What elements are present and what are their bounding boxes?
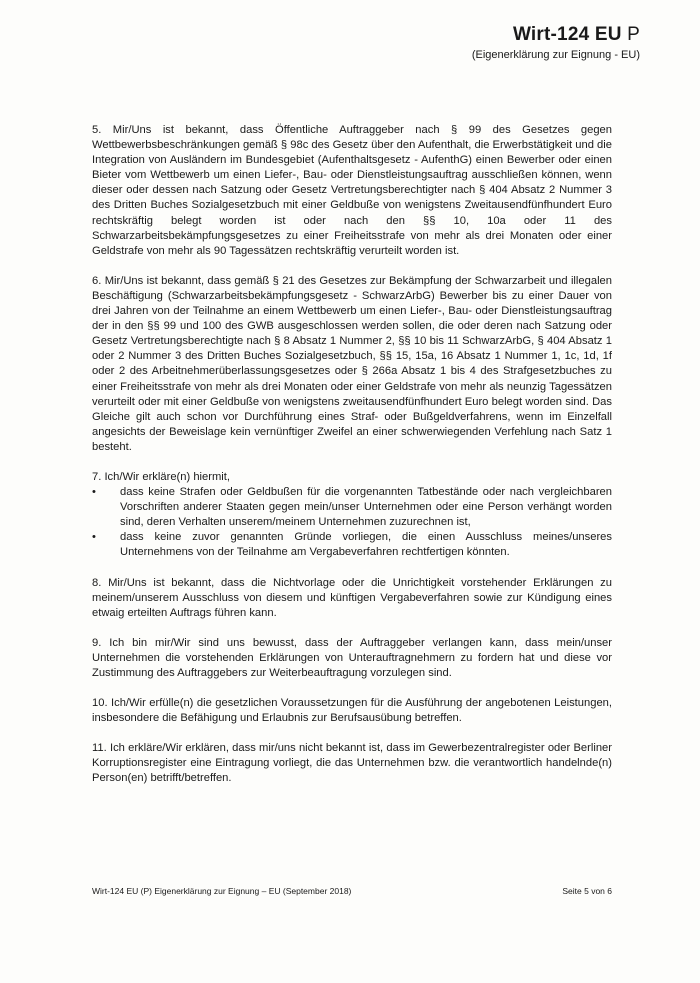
page-number: Seite 5 von 6 [562,886,612,896]
list-item [92,530,612,560]
paragraph-10: 10. Ich/Wir erfülle(n) die gesetzlichen Voraussetzungen für die Ausführung der angebotenen Leistungen, insbesondere die Befähigung und Erlaubnis zur Berufsausübung betreffen. [92,697,612,725]
form-title [472,24,640,46]
footer-form-reference: Wirt-124 EU (P) Eigenerklärung zur Eignung – EU (September 2018) [92,886,352,896]
paragraph-11: 11. Ich erkläre/Wir erklären, dass mir/uns nicht bekannt ist, dass im Gewerbezentralregister oder Berliner Korruptionsregister eine Eintragung vorliegt, die das Unternehmen bzw. die verantwortlich handelnde(n) Person(en) betrifft/betreffen. [92,742,612,785]
form-title-code: Wirt-124 EU [512,24,622,45]
document-header [472,24,640,61]
bullet-icon: • [92,486,96,499]
list-item [92,485,612,530]
document-body [92,123,612,802]
form-title-suffix: P [627,24,640,45]
declaration-list [92,485,612,560]
paragraph-8: 8. Mir/Uns ist bekannt, dass die Nichtvorlage oder die Unrichtigkeit vorstehender Erklärungen zu meinem/unserem Ausschluss von diesem und künftigen Vergabeverfahren sowie zur Kündigung eines etwaig erteilten Auftrags führen kann. [92,576,612,619]
bullet-icon: • [92,531,96,544]
form-subtitle: (Eigenerklärung zur Eignung - EU) [471,49,640,61]
list-item-text: dass keine Strafen oder Geldbußen für die vorgenannten Tatbestände oder nach vergleichbaren Vorschriften anderer Staaten gegen mein/unser Unternehmen oder eine Person verhängt worden sind, deren Verhalten unserem/meinem Unternehmen zuzurechnen ist, [120,486,612,529]
list-item-text: dass keine zuvor genannten Gründe vorliegen, die einen Ausschluss meines/unseres Unternehmens von der Teilnahme am Vergabeverfahren rechtfertigen könnten. [120,531,612,559]
paragraph-5: 5. Mir/Uns ist bekannt, dass Öffentliche Auftraggeber nach § 99 des Gesetzes gegen Wettbewerbsbeschränkungen gemäß § 98c des Gesetz über den Aufenthalt, die Erwerbstätigkeit und die Integration von Ausländern im Bundesgebiet (Aufenthaltsgesetz - AufenthG) einen Bewerber oder einen Bieter vom Wettbewerb um einen Liefer-, Bau- oder Dienstleistungsauftrag ausschließen können, wenn dieser oder dessen nach Satzung oder Gesetz Vertretungsberechtigter nach § 404 Absatz 2 Nummer 3 des Dritten Buches Sozialgesetzbuch mit einer Geldbuße von wenigstens Zweitausendfünfhundert Euro rechtskräftig belegt worden ist oder nach den §§ 10, 10a oder 11 des Schwarzarbeitsbekämpfungsgesetzes zu einer Freiheitsstrafe von mehr als drei Monaten oder einer Geldstrafe von mehr als 90 Tagessätzen rechtskräftig verurteilt worden ist. [92,124,612,257]
paragraph-7-intro: 7. Ich/Wir erkläre(n) hiermit, [92,470,231,483]
paragraph-9: 9. Ich bin mir/Wir sind uns bewusst, dass der Auftraggeber verlangen kann, dass mein/unser Unternehmen die vorstehenden Erklärungen von Unterauftragnehmern zu fordern hat und diese vor Zustimmung des Auftraggebers zur Weiterbeauftragung vorzulegen sind. [92,636,612,679]
paragraph-6: 6. Mir/Uns ist bekannt, dass gemäß § 21 des Gesetzes zur Bekämpfung der Schwarzarbeit und illegalen Beschäftigung (Schwarzarbeitsbekämpfungsgesetz - SchwarzArbG) Bewerber bis zu einer Dauer von drei Jahren von der Teilnahme an einem Wettbewerb um einen Liefer-, Bau- oder Dienstleistungsauftrag der in den §§ 99 und 100 des GWB ausgeschlossen werden sollen, die oder deren nach Satzung oder Gesetz Vertretungsberechtigte nach § 8 Absatz 1 Nummer 2, §§ 10 bis 11 SchwarzArbG, § 404 Absatz 1 oder 2 Nummer 3 des Dritten Buches Sozialgesetzbuch, §§ 15, 15a, 16 Absatz 1 Nummer 1, 1c, 1d, 1f oder 2 des Arbeitnehmerüberlassungsgesetzes oder § 266a Absatz 1 bis 4 des Strafgesetzbuches zu einer Freiheitsstrafe von mehr als drei Monaten oder einer Geldstrafe von mehr als neunzig Tagessätzen verurteilt oder mit einer Geldbuße von wenigstens zweitausendfünfhundert Euro belegt worden sind. Das Gleiche gilt auch schon vor Durchführung eines Straf- oder Bußgeldverfahrens, wenn im Einzelfall angesichts der Beweislage kein vernünftiger Zweifel an einer schwerwiegenden Verfehlung nach Satz 1 besteht. [92,274,612,453]
